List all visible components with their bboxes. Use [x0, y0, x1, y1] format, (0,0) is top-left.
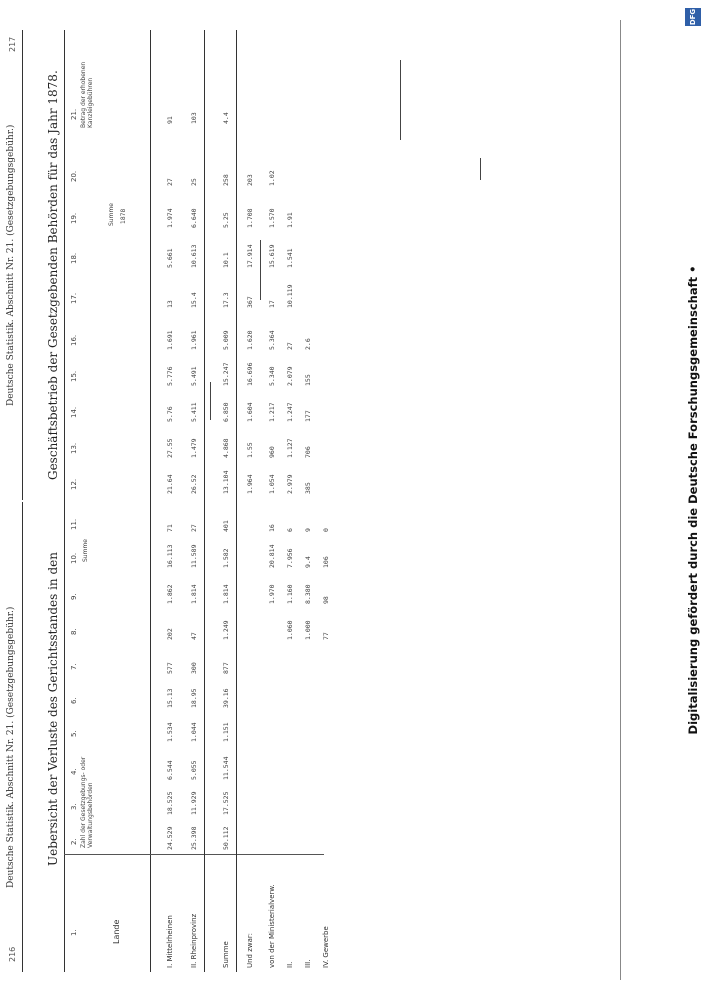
table-cell: 11.929: [190, 791, 198, 815]
col-num-21: 21.: [70, 108, 78, 120]
table-cell: 18.95: [190, 688, 198, 708]
table-cell: 1.862: [166, 584, 174, 604]
table-cell: 18.525: [166, 791, 174, 815]
table-cell: 202: [166, 628, 174, 640]
table-cell: 13: [166, 300, 174, 308]
scan-fragment-rule: [480, 158, 481, 180]
left-header-rule: [150, 500, 151, 972]
table-cell: 20.814: [268, 544, 276, 568]
table-cell: 258: [222, 174, 230, 186]
table-cell: 8.380: [304, 584, 312, 604]
table-cell: 5.25: [222, 212, 230, 228]
right-head-rule: [22, 30, 23, 500]
left-head-rule: [22, 502, 23, 972]
right-page-title: Geschäftsbetrieb der Gesetzgebenden Behörden für das Jahr 1878.: [46, 70, 60, 480]
page-bottom-edge: [620, 20, 621, 980]
scan-fragment-rule: [210, 382, 211, 420]
col-num-17: 17.: [70, 292, 78, 304]
row-rule: [204, 30, 205, 500]
table-cell: 1.127: [286, 438, 294, 458]
col-num-13: 13.: [70, 442, 78, 454]
table-cell: 1.217: [268, 402, 276, 422]
table-cell: 0: [322, 528, 330, 532]
digitization-credit: Digitalisierung gefördert durch die Deutsche Forschungsgemeinschaft •: [686, 265, 700, 735]
table-cell: 50.112: [222, 826, 230, 850]
table-cell: 27: [166, 178, 174, 186]
table-cell: 1.620: [246, 330, 254, 350]
table-cell: 1.541: [286, 248, 294, 268]
table-cell: 5.340: [268, 366, 276, 386]
left-page-number: 216: [8, 946, 17, 962]
table-cell: 1.02: [268, 170, 276, 186]
scan-fragment-rule: [400, 60, 401, 140]
row-label: III.: [304, 959, 312, 968]
table-cell: 17.914: [246, 244, 254, 268]
table-cell: 877: [222, 662, 230, 674]
table-cell: 27.55: [166, 438, 174, 458]
table-cell: 16: [268, 524, 276, 532]
col-num-12: 12.: [70, 478, 78, 490]
row-rule: [204, 500, 205, 972]
table-cell: 2.6: [304, 338, 312, 350]
table-cell: 15.619: [268, 244, 276, 268]
table-cell: 24.529: [166, 826, 174, 850]
table-cell: 5.055: [190, 760, 198, 780]
table-cell: 11.589: [190, 544, 198, 568]
table-cell: 155: [304, 374, 312, 386]
table-cell: 1.970: [268, 584, 276, 604]
table-cell: 5.776: [166, 366, 174, 386]
table-cell: 39.16: [222, 688, 230, 708]
table-cell: 177: [304, 410, 312, 422]
col-num-18: 18.: [70, 252, 78, 264]
dfg-logo: DFG: [685, 8, 701, 26]
table-cell: 9.4: [304, 556, 312, 568]
table-cell: 706: [304, 446, 312, 458]
table-cell: 1.91: [286, 212, 294, 228]
table-cell: 10.119: [286, 284, 294, 308]
table-cell: 1.570: [268, 208, 276, 228]
table-cell: 4.4: [222, 112, 230, 124]
table-cell: 27: [286, 342, 294, 350]
table-cell: 1.964: [246, 474, 254, 494]
table-cell: 5.661: [166, 248, 174, 268]
row-label: IV. Gewerbe: [322, 926, 330, 968]
table-cell: 6.640: [190, 208, 198, 228]
table-cell: 1.479: [190, 438, 198, 458]
table-cell: 25.398: [190, 826, 198, 850]
col-num-9: 9.: [70, 593, 78, 600]
row-rule: [236, 30, 237, 500]
col-num-11: 11.: [70, 518, 78, 530]
table-cell: 1.151: [222, 722, 230, 742]
table-cell: 15.13: [166, 688, 174, 708]
table-cell: 15.247: [222, 362, 230, 386]
table-cell: 1.060: [286, 620, 294, 640]
row-label: II. Rheinprovinz: [190, 913, 198, 968]
table-cell: 16.696: [246, 362, 254, 386]
col-num-3: 3.: [70, 803, 78, 810]
row-label: I. Mittelrheinen: [166, 915, 174, 968]
left-running-head: Deutsche Statistik. Abschnitt Nr. 21. (Gesetzgebungsgebühr.): [6, 606, 16, 888]
table-cell: 6: [286, 528, 294, 532]
header-land: Lande: [112, 919, 121, 944]
table-cell: 577: [166, 662, 174, 674]
table-cell: 300: [190, 662, 198, 674]
table-cell: 1.054: [268, 474, 276, 494]
scan-fragment-rule: [260, 240, 261, 300]
right-table-top-rule: [64, 30, 65, 500]
table-cell: 2.079: [286, 366, 294, 386]
left-table-top-rule: [64, 500, 65, 972]
table-cell: 1.814: [222, 584, 230, 604]
table-cell: 401: [222, 520, 230, 532]
table-cell: 13.104: [222, 470, 230, 494]
table-cell: 1.961: [190, 330, 198, 350]
table-cell: 1.691: [166, 330, 174, 350]
col-num-5: 5.: [70, 730, 78, 737]
table-cell: 9: [304, 528, 312, 532]
table-cell: 960: [268, 446, 276, 458]
table-cell: 4.868: [222, 438, 230, 458]
col-num-10: 10.: [70, 552, 78, 564]
table-cell: 11.544: [222, 756, 230, 780]
table-cell: 1.55: [246, 442, 254, 458]
header-group: Zahl der Gesetzgebungs- oder Verwaltungsbehörden: [80, 756, 94, 848]
col-num-16: 16.: [70, 334, 78, 346]
table-cell: 47: [190, 632, 198, 640]
table-cell: 367: [246, 296, 254, 308]
right-header-rule: [150, 30, 151, 500]
col-num-15: 15.: [70, 370, 78, 382]
row-label: Summe: [222, 941, 230, 968]
table-cell: 15.4: [190, 292, 198, 308]
right-header-summe: Summe: [108, 203, 115, 226]
col-num-4: 4.: [70, 768, 78, 775]
table-cell: 1.974: [166, 208, 174, 228]
digitization-sidebar: [679, 0, 707, 1000]
table-cell: 5.76: [166, 406, 174, 422]
row-rule: [236, 500, 237, 972]
left-page: [0, 500, 707, 1000]
table-cell: 103: [190, 112, 198, 124]
table-cell: 27: [190, 524, 198, 532]
table-cell: 10.613: [190, 244, 198, 268]
table-cell: 1.582: [222, 548, 230, 568]
col-num-20: 20.: [70, 170, 78, 182]
table-cell: 106: [322, 556, 330, 568]
table-cell: 1.249: [222, 620, 230, 640]
table-cell: 16.113: [166, 544, 174, 568]
table-cell: 26.52: [190, 474, 198, 494]
right-page-number: 217: [8, 36, 17, 52]
table-cell: 77: [322, 632, 330, 640]
table-cell: 25: [190, 178, 198, 186]
table-cell: 17.3: [222, 292, 230, 308]
table-cell: 17: [268, 300, 276, 308]
col-num-14: 14.: [70, 406, 78, 418]
table-cell: 71: [166, 524, 174, 532]
table-cell: 1.000: [304, 620, 312, 640]
table-cell: 203: [246, 174, 254, 186]
table-cell: 1.247: [286, 402, 294, 422]
table-cell: 98: [322, 596, 330, 604]
table-cell: 5.411: [190, 402, 198, 422]
col-num-8: 8.: [70, 628, 78, 635]
row-label: II.: [286, 961, 294, 968]
table-cell: 6.544: [166, 760, 174, 780]
table-cell: 5.364: [268, 330, 276, 350]
table-cell: 6.850: [222, 402, 230, 422]
table-cell: 7.956: [286, 548, 294, 568]
col-num-6: 6.: [70, 697, 78, 704]
col-num-1: 1.: [70, 929, 78, 936]
col-num-7: 7.: [70, 663, 78, 670]
table-cell: 5.491: [190, 366, 198, 386]
table-cell: 1.604: [246, 402, 254, 422]
table-cell: 1.534: [166, 722, 174, 742]
header-summe: Summe: [82, 539, 89, 562]
table-cell: 5.009: [222, 330, 230, 350]
col-num-2: 2.: [70, 838, 78, 845]
table-cell: 21.64: [166, 474, 174, 494]
table-cell: 10.1: [222, 252, 230, 268]
right-header-year: 1878: [120, 208, 127, 224]
table-cell: 1.814: [190, 584, 198, 604]
right-header-last: Betrag der erhobenen Kanzleigebühren: [80, 61, 94, 128]
col-num-19: 19.: [70, 212, 78, 224]
table-cell: 385: [304, 482, 312, 494]
table-cell: 91: [166, 116, 174, 124]
right-running-head: Deutsche Statistik. Abschnitt Nr. 21. (Gesetzgebungsgebühr.): [6, 124, 16, 406]
left-page-title: Uebersicht der Verluste des Gerichtsstandes in den: [46, 552, 60, 866]
table-cell: 1.160: [286, 584, 294, 604]
row-label: von der Ministerialverw.: [268, 884, 276, 968]
table-cell: 1.044: [190, 722, 198, 742]
left-col-divider: [64, 854, 324, 855]
table-cell: 17.525: [222, 791, 230, 815]
row-label: Und zwar:: [246, 932, 254, 968]
table-cell: 2.979: [286, 474, 294, 494]
table-cell: 1.708: [246, 208, 254, 228]
